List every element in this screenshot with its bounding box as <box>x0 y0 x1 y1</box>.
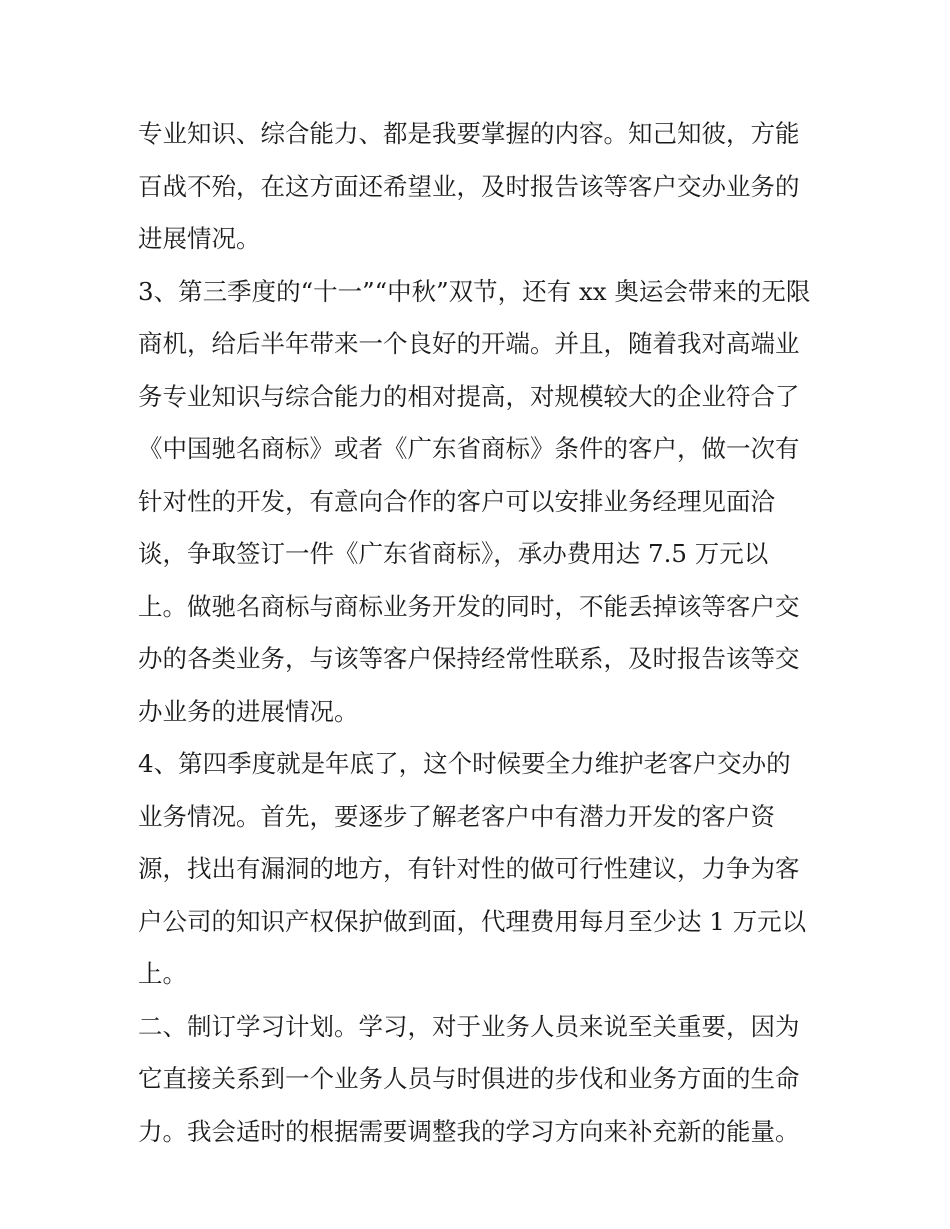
text-line: 业务情况。首先，要逐步了解老客户中有潜力开发的客户资 <box>138 801 775 831</box>
text-line: 源，找出有漏洞的地方，有针对性的做可行性建议，力争为客 <box>138 854 800 883</box>
text-line: 百战不殆，在这方面还希望业，及时报告该等客户交办业务的 <box>138 171 800 201</box>
text-line: 力。我会适时的根据需要调整我的学习方向来补充新的能量。 <box>138 1116 800 1146</box>
text-line: 《中国驰名商标》或者《广东省商标》条件的客户，做一次有 <box>138 434 800 463</box>
text-line: 户公司的知识产权保护做到面，代理费用每月至少达 1 万元以 <box>138 906 807 936</box>
text-line: 它直接关系到一个业务人员与时俱进的步伐和业务方面的生命 <box>138 1064 800 1093</box>
text-line: 针对性的开发，有意向合作的客户可以安排业务经理见面洽 <box>138 486 775 516</box>
text-line: 3、第三季度的“十一”“中秋”双节，还有 xx 奥运会带来的无限 <box>138 276 811 306</box>
text-line: 办的各类业务，与该等客户保持经常性联系，及时报告该等交 <box>138 644 800 673</box>
text-line: 二、制订学习计划。学习，对于业务人员来说至关重要，因为 <box>138 1011 800 1041</box>
document-body <box>138 108 828 1158</box>
text-line: 谈，争取签订一件《广东省商标》，承办费用达 7.5 万元以 <box>138 539 769 568</box>
text-line: 上。 <box>138 959 187 988</box>
text-line: 进展情况。 <box>138 224 261 253</box>
text-line: 上。做驰名商标与商标业务开发的同时，不能丢掉该等客户交 <box>138 591 800 621</box>
text-line: 务专业知识与综合能力的相对提高，对规模较大的企业符合了 <box>138 381 800 411</box>
text-line: 办业务的进展情况。 <box>138 696 359 726</box>
text-line: 商机，给后半年带来一个良好的开端。并且，随着我对高端业 <box>138 329 800 358</box>
text-line: 4、第四季度就是年底了，这个时候要全力维护老客户交办的 <box>138 749 791 778</box>
text-line: 专业知识、综合能力、都是我要掌握的内容。知己知彼，方能 <box>138 119 800 148</box>
